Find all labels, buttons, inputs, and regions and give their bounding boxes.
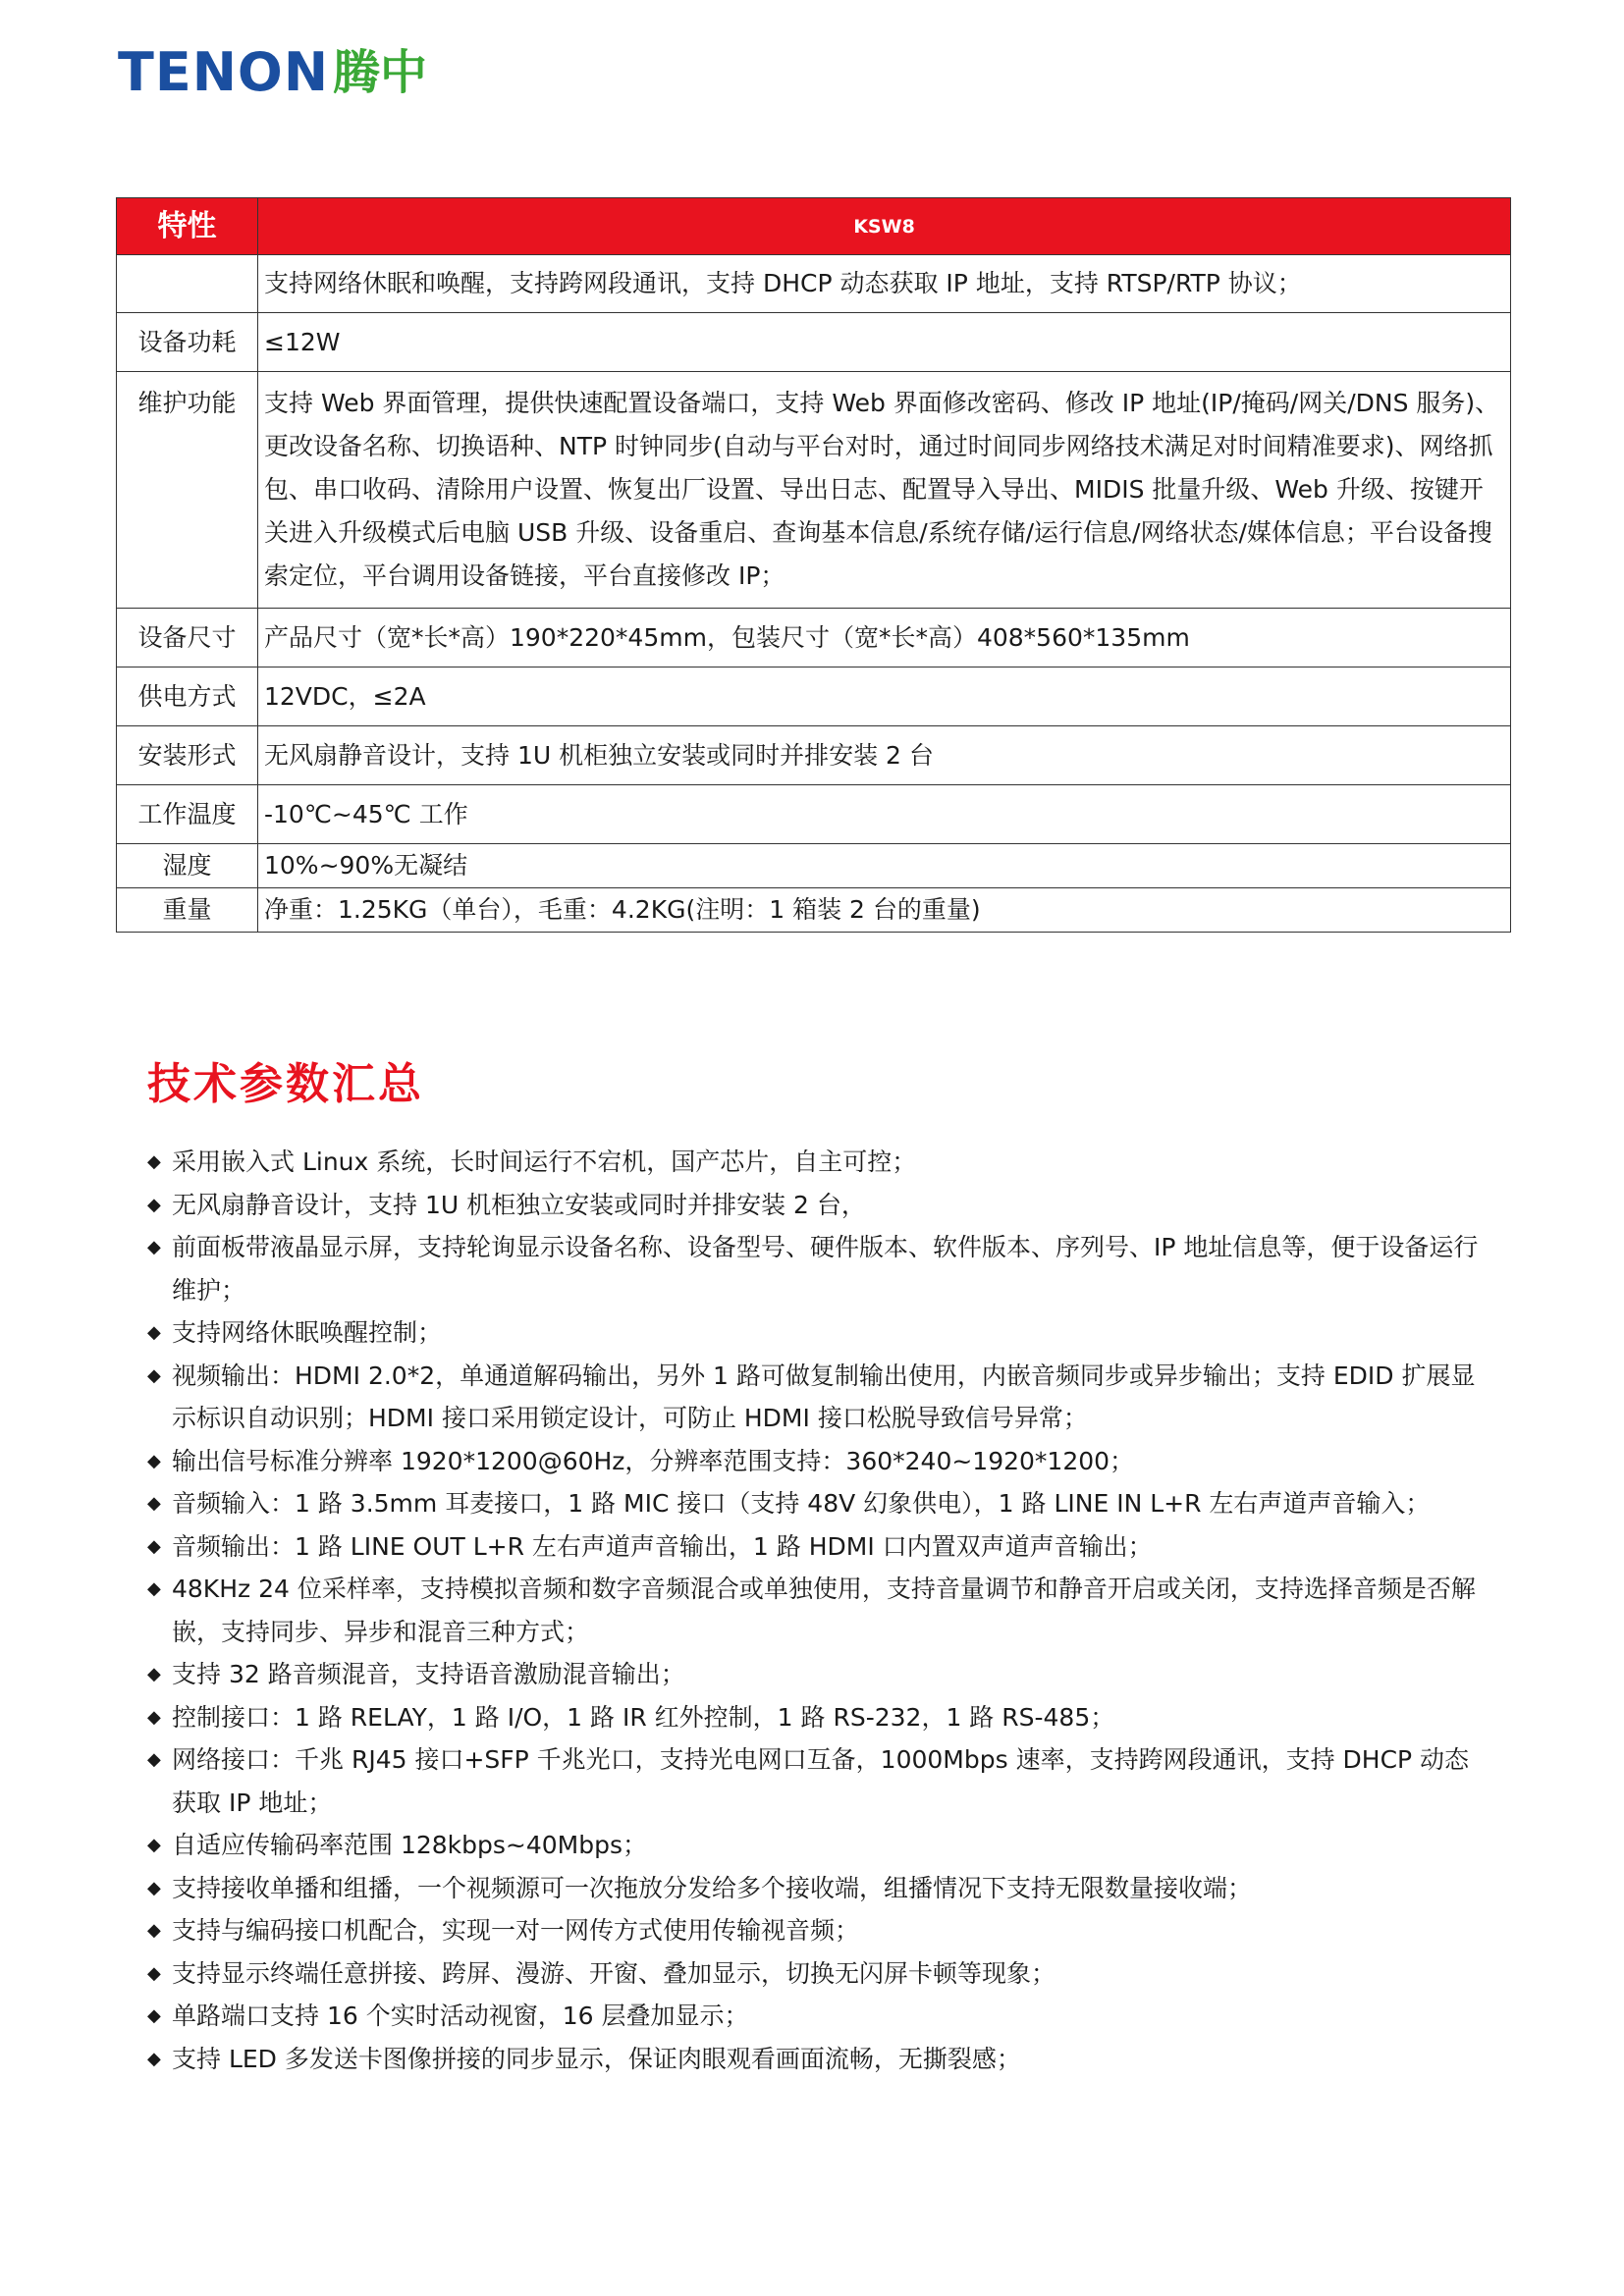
spec-row <box>117 609 1511 667</box>
spec-header-model: KSW8 <box>258 198 1511 255</box>
brand-name-en: TENON <box>118 41 330 103</box>
spec-value: 10%~90%无凝结 <box>258 844 1511 888</box>
bullet-diamond-icon: ◆ <box>147 1151 161 1172</box>
bullet-diamond-icon: ◆ <box>147 1877 161 1898</box>
spec-row <box>117 372 1511 609</box>
list-item <box>147 1525 1483 1569</box>
list-item-text: 支持网络休眠唤醒控制； <box>172 1318 443 1347</box>
spec-row <box>117 255 1511 313</box>
list-item <box>147 1311 1483 1355</box>
list-item-text: 支持与编码接口机配合，实现一对一网传方式使用传输视音频； <box>172 1916 860 1945</box>
bullet-diamond-icon: ◆ <box>147 1450 161 1471</box>
bullet-diamond-icon: ◆ <box>147 1835 161 1855</box>
list-item <box>147 1824 1483 1867</box>
bullet-diamond-icon: ◆ <box>147 1920 161 1941</box>
spec-key: 维护功能 <box>117 372 258 609</box>
list-item-text: 支持接收单播和组播，一个视频源可一次拖放分发给多个接收端，组播情况下支持无限数量接收端； <box>172 1873 1253 1902</box>
spec-key: 设备功耗 <box>117 313 258 372</box>
list-item-text: 前面板带液晶显示屏，支持轮询显示设备名称、设备型号、硬件版本、软件版本、序列号、IP 地址信息等，便于设备运行维护； <box>172 1233 1479 1305</box>
bullet-diamond-icon: ◆ <box>147 2005 161 2026</box>
list-item-text: 48KHz 24 位采样率，支持模拟音频和数字音频混合或单独使用，支持音量调节和静音开启或关闭，支持选择音频是否解嵌，支持同步、异步和混音三种方式； <box>172 1575 1476 1646</box>
list-item-text: 自适应传输码率范围 128kbps~40Mbps； <box>172 1831 647 1859</box>
spec-key: 安装形式 <box>117 726 258 785</box>
list-item-text: 控制接口：1 路 RELAY，1 路 I/O，1 路 IR 红外控制，1 路 RS-232，1 路 RS-485； <box>172 1702 1115 1732</box>
bullet-diamond-icon: ◆ <box>147 1749 161 1770</box>
spec-value: -10℃~45℃ 工作 <box>258 785 1511 844</box>
bullet-diamond-icon: ◆ <box>147 1664 161 1684</box>
spec-value: 12VDC，≤2A <box>258 667 1511 726</box>
section-title: 技术参数汇总 <box>147 1059 424 1109</box>
list-item <box>147 1738 1483 1824</box>
bullet-diamond-icon: ◆ <box>147 1493 161 1514</box>
spec-key: 供电方式 <box>117 667 258 726</box>
spec-table-header <box>117 198 1511 255</box>
spec-table <box>116 197 1511 933</box>
spec-row <box>117 844 1511 888</box>
spec-row <box>117 313 1511 372</box>
list-item <box>147 1995 1483 2038</box>
bullet-diamond-icon: ◆ <box>147 1364 161 1386</box>
list-item <box>147 1141 1483 1184</box>
list-item-text: 支持 LED 多发送卡图像拼接的同步显示，保证肉眼观看画面流畅，无撕裂感； <box>172 2044 1021 2073</box>
list-item <box>147 1952 1483 1996</box>
list-item <box>147 1909 1483 1952</box>
list-item <box>147 1184 1483 1227</box>
spec-value: 支持网络休眠和唤醒，支持跨网段通讯，支持 DHCP 动态获取 IP 地址，支持 RTSP/RTP 协议； <box>258 255 1511 313</box>
list-item <box>147 1867 1483 1910</box>
bullet-diamond-icon: ◆ <box>147 1237 161 1257</box>
list-item-text: 输出信号标准分辨率 1920*1200@60Hz，分辨率范围支持：360*240~1920*1200； <box>172 1446 1135 1475</box>
spec-key: 重量 <box>117 888 258 933</box>
spec-value: 无风扇静音设计，支持 1U 机柜独立安装或同时并排安装 2 台 <box>258 726 1511 785</box>
list-item <box>147 1568 1483 1653</box>
spec-key: 设备尺寸 <box>117 609 258 667</box>
list-item <box>147 1696 1483 1739</box>
brand-logo <box>118 43 427 102</box>
list-item-text: 音频输出：1 路 LINE OUT L+R 左右声道声音输出，1 路 HDMI 口内置双声道声音输出； <box>172 1531 1153 1561</box>
bullet-diamond-icon: ◆ <box>147 1578 161 1599</box>
spec-value: 净重：1.25KG（单台），毛重：4.2KG(注明：1 箱装 2 台的重量) <box>258 888 1511 933</box>
list-item-text: 单路端口支持 16 个实时活动视窗，16 层叠加显示； <box>172 2002 749 2030</box>
list-item-text: 采用嵌入式 Linux 系统，长时间运行不宕机，国产芯片，自主可控； <box>172 1148 917 1176</box>
spec-row <box>117 888 1511 933</box>
brand-name-cn: 腾中 <box>333 45 428 100</box>
spec-key: 湿度 <box>117 844 258 888</box>
spec-row <box>117 667 1511 726</box>
spec-key: 工作温度 <box>117 785 258 844</box>
list-item-text: 网络接口：千兆 RJ45 接口+SFP 千兆光口，支持光电网口互备，1000Mbps 速率，支持跨网段通讯，支持 DHCP 动态获取 IP 地址； <box>172 1745 1470 1817</box>
list-item-text: 音频输入：1 路 3.5mm 耳麦接口，1 路 MIC 接口（支持 48V 幻象供电），1 路 LINE IN L+R 左右声道声音输入； <box>172 1489 1431 1518</box>
list-item-text: 视频输出：HDMI 2.0*2，单通道解码输出，另外 1 路可做复制输出使用，内嵌音频同步或异步输出；支持 EDID 扩展显示标识自动识别；HDMI 接口采用锁定设计，可防止 HDMI 接口松脱导致信号异常； <box>172 1361 1476 1432</box>
feature-list <box>147 1141 1483 2080</box>
spec-value: 产品尺寸（宽*长*高）190*220*45mm，包装尺寸（宽*长*高）408*560*135mm <box>258 609 1511 667</box>
spec-row <box>117 726 1511 785</box>
list-item <box>147 2038 1483 2081</box>
spec-row <box>117 785 1511 844</box>
list-item-text: 支持显示终端任意拼接、跨屏、漫游、开窗、叠加显示，切换无闪屏卡顿等现象； <box>172 1958 1056 1988</box>
list-item <box>147 1440 1483 1483</box>
list-item-text: 支持 32 路音频混音，支持语音激励混音输出； <box>172 1660 685 1688</box>
bullet-diamond-icon: ◆ <box>147 1706 161 1728</box>
bullet-diamond-icon: ◆ <box>147 1535 161 1557</box>
list-item <box>147 1226 1483 1311</box>
list-item-text: 无风扇静音设计，支持 1U 机柜独立安装或同时并排安装 2 台， <box>172 1190 866 1219</box>
list-item <box>147 1653 1483 1696</box>
bullet-diamond-icon: ◆ <box>147 2048 161 2069</box>
spec-value: 支持 Web 界面管理，提供快速配置设备端口，支持 Web 界面修改密码、修改 IP 地址(IP/掩码/网关/DNS 服务)、更改设备名称、切换语种、NTP 时钟同步(自动与平台对时，通过时间同步网络技术满足对时间精准要求)、网络抓包、串口收码、清除用户设置、恢复出厂设置、导出日志、配置导入导出、MIDIS 批量升级、Web 升级、按键开关进入升级模式后电脑 USB 升级、设备重启、查询基本信息/系统存储/运行信息/网络状态/媒体信息；平台设备搜索定位，平台调用设备链接，平台直接修改 IP； <box>258 372 1511 609</box>
bullet-diamond-icon: ◆ <box>147 1962 161 1984</box>
bullet-diamond-icon: ◆ <box>147 1194 161 1215</box>
spec-header-key: 特性 <box>117 198 258 255</box>
list-item <box>147 1355 1483 1440</box>
list-item <box>147 1482 1483 1525</box>
spec-key <box>117 255 258 313</box>
bullet-diamond-icon: ◆ <box>147 1322 161 1343</box>
spec-value: ≤12W <box>258 313 1511 372</box>
